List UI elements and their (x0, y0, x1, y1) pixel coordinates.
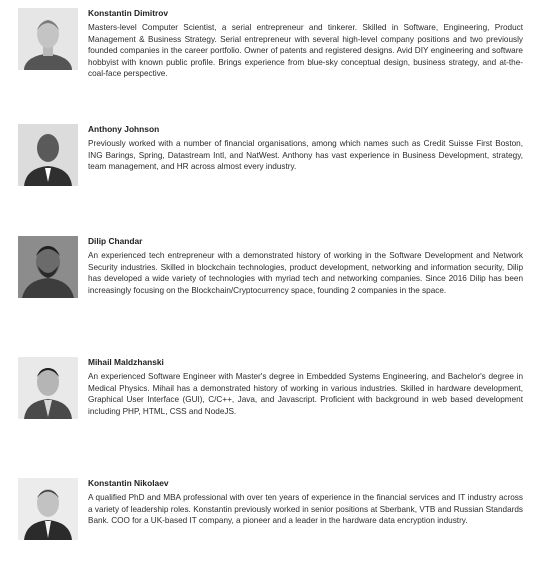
portrait-photo-icon (18, 478, 78, 540)
member-bio: A qualified PhD and MBA professional with over ten years of experience in the financial services and IT industry across a variety of leadership roles. Konstantin previously worked in senior positions at Sberbank, VTB and Russian Standards Bank. COO for a UK-based IT company, a pioneer and a leader in the hardware data encryption industry. (88, 493, 523, 526)
portrait-photo-icon (18, 8, 78, 70)
member-name: Konstantin Nikolaev (88, 478, 169, 488)
member-name: Konstantin Dimitrov (88, 8, 169, 18)
member-name: Anthony Johnson (88, 124, 160, 134)
member-bio: An experienced tech entrepreneur with a demonstrated history of working in the Software Development and Network Security industries. Skilled in blockchain technologies, product development, networking and information security, Dilip has developed a wide variety of technologies with myriad tech and networking companies. Since 2016 Dilip has been increasingly focusing on the Blockchain/Cryptocurrency space, founding 2 companies in the space. (88, 251, 523, 295)
member-bio: Previously worked with a number of financial organisations, among which names such as Credit Suisse First Boston, ING Barings, Spring, Datastream Intl, and NatWest. Anthony has vast experience in Business Development, strategy, team management, and HR across almost every industry. (88, 139, 523, 172)
member-name: Dilip Chandar (88, 236, 143, 246)
portrait-photo-icon (18, 357, 78, 419)
member-bio: An experienced Software Engineer with Master's degree in Embedded Systems Engineering, and Bachelor's degree in Medical Physics. Mihail has a demonstrated history of working in various industries. Skilled in hardware development, Graphical User Interface (GUI), C/C++, Java, and Javascript. Proficient with background in web based development including PHP, HTML, CSS and NodeJS. (88, 372, 523, 416)
portrait-photo-icon (18, 236, 78, 298)
member-bio: Masters-level Computer Scientist, a serial entrepreneur and tinkerer. Skilled in Software, Engineering, Product Management & Business Strategy. Serial entrepreneur with several high-level company positions and two previously founded companies in the career portfolio. Owner of patents and registered designs. Avid DIY engineering and software hobbyist with known public profile. Brings experience from blue-sky conceptual design, business strategy, and at-the-coal-face perspective. (88, 23, 523, 79)
member-name: Mihail Maldzhanski (88, 357, 164, 367)
portrait-photo-icon (18, 124, 78, 186)
